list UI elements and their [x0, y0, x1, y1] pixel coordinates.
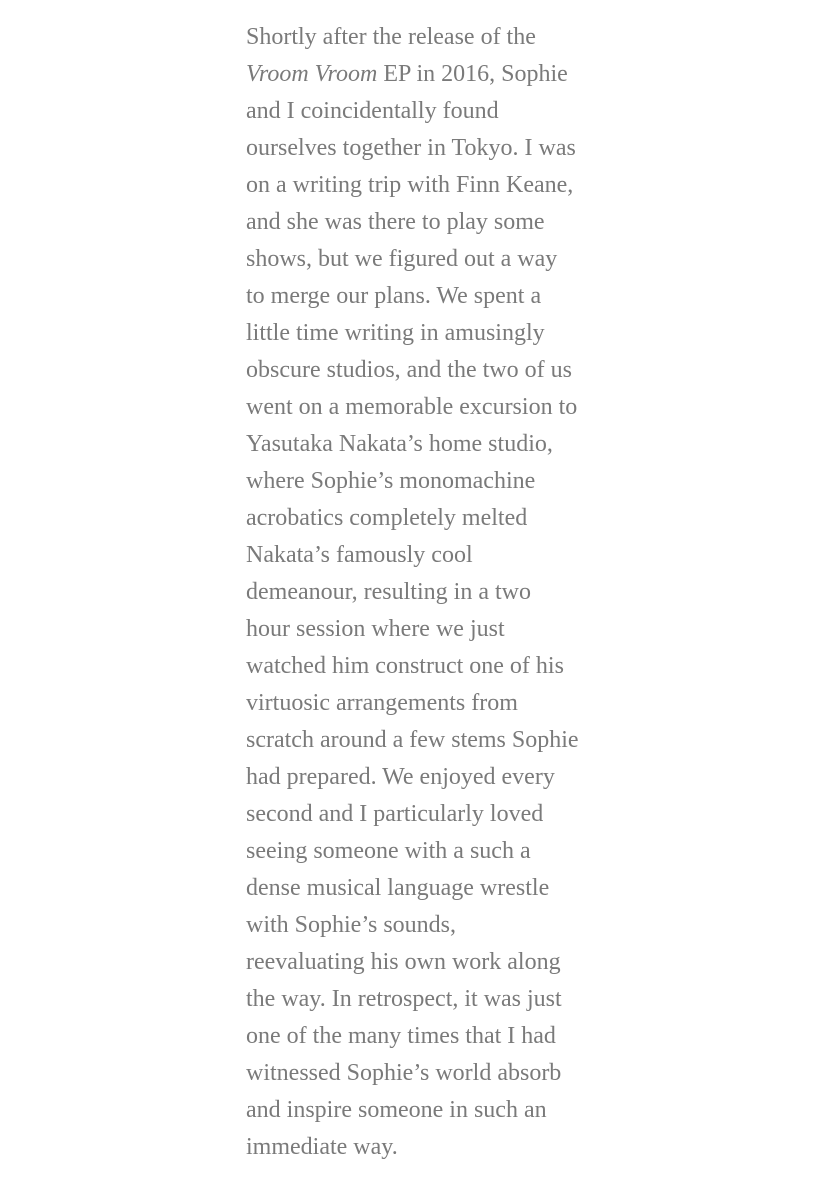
text-line: acrobatics completely melted: [246, 505, 528, 531]
text-line: hour session where we just: [246, 616, 505, 642]
ep-title: Vroom Vroom: [246, 61, 378, 87]
text-line: one of the many times that I had: [246, 1023, 556, 1049]
text-line: seeing someone with a such a: [246, 838, 531, 864]
text-line: on a writing trip with Finn Keane,: [246, 172, 574, 198]
text-line: Yasutaka Nakata’s home studio,: [246, 431, 553, 457]
article-paragraph: [246, 19, 596, 1166]
text-line: with Sophie’s sounds,: [246, 912, 457, 938]
text-line: where Sophie’s monomachine: [246, 468, 536, 494]
text-line: little time writing in amusingly: [246, 320, 545, 346]
article-body: [246, 19, 596, 1166]
text-line: reevaluating his own work along: [246, 949, 561, 975]
text-line: virtuosic arrangements from: [246, 690, 518, 716]
text-line: the way. In retrospect, it was just: [246, 986, 562, 1012]
text-line: witnessed Sophie’s world absorb: [246, 1060, 562, 1086]
text-line: watched him construct one of his: [246, 653, 564, 679]
text-line: went on a memorable excursion to: [246, 394, 578, 420]
text-line: ourselves together in Tokyo. I was: [246, 135, 576, 161]
text-line: demeanour, resulting in a two: [246, 579, 531, 605]
text-line: Nakata’s famously cool: [246, 542, 473, 568]
text-line: had prepared. We enjoyed every: [246, 764, 555, 790]
text-line: to merge our plans. We spent a: [246, 283, 542, 309]
text-line: dense musical language wrestle: [246, 875, 550, 901]
text-line: shows, but we figured out a way: [246, 246, 558, 272]
text-line: immediate way.: [246, 1134, 398, 1160]
text-line: and I coincidentally found: [246, 98, 499, 124]
text-fragment: EP in 2016, Sophie: [383, 61, 568, 87]
text-line: [246, 56, 596, 93]
text-line: and she was there to play some: [246, 209, 545, 235]
text-line: Shortly after the release of the: [246, 24, 536, 50]
text-line: obscure studios, and the two of us: [246, 357, 572, 383]
text-line: scratch around a few stems Sophie: [246, 727, 579, 753]
text-line: second and I particularly loved: [246, 801, 544, 827]
text-line: and inspire someone in such an: [246, 1097, 547, 1123]
